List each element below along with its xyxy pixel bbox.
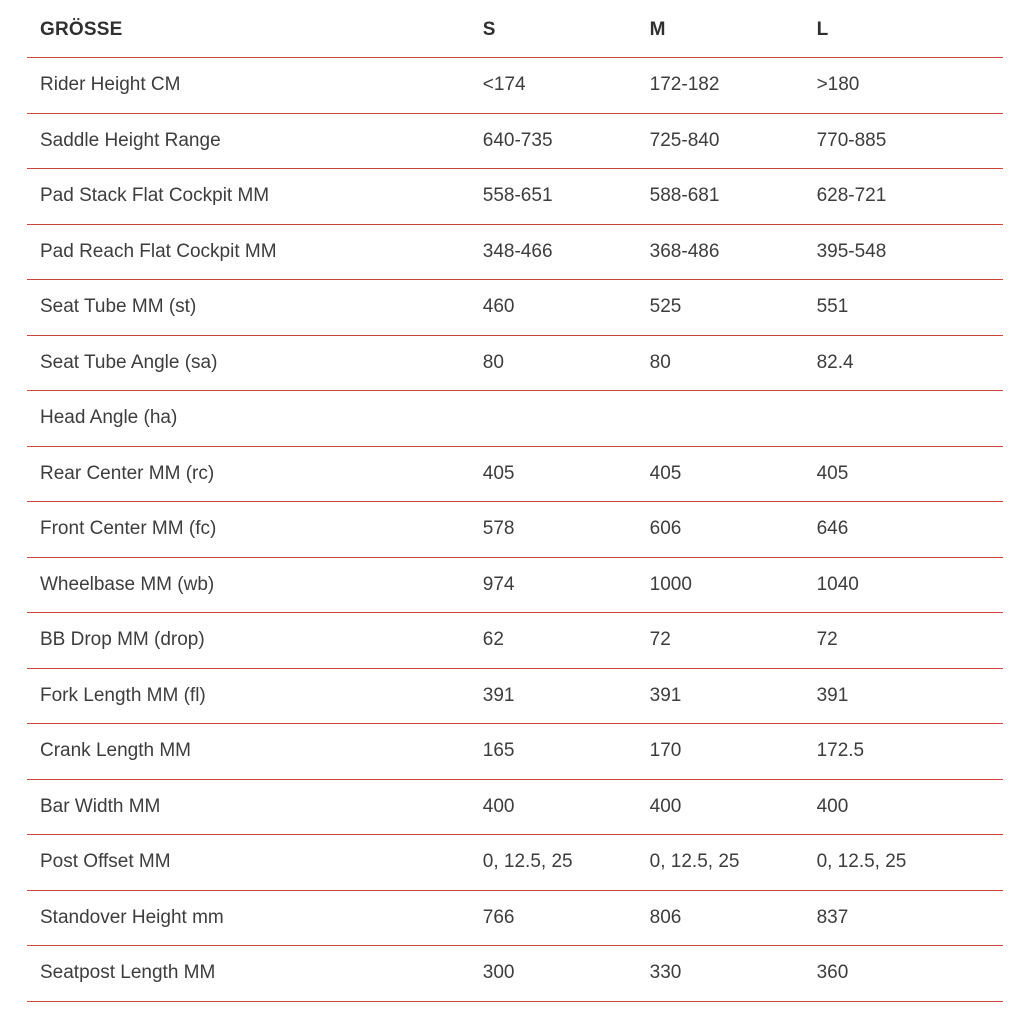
spec-value-l: 837 [817,890,1003,946]
spec-value-m: 391 [650,668,817,724]
spec-value-m: 588-681 [650,169,817,225]
spec-label: Seat Tube Angle (sa) [27,335,483,391]
table-row [27,280,1003,336]
header-size-label: GRÖSSE [27,2,483,58]
table-row [27,224,1003,280]
table-row [27,169,1003,225]
spec-value-l: 551 [817,280,1003,336]
table-row [27,446,1003,502]
spec-value-m: 368-486 [650,224,817,280]
spec-value-s: 165 [483,724,650,780]
spec-value-s: 348-466 [483,224,650,280]
header-col-m: M [650,2,817,58]
spec-value-l: 0, 12.5, 25 [817,835,1003,891]
spec-value-l: 395-548 [817,224,1003,280]
table-row [27,335,1003,391]
spec-value-m [650,391,817,447]
spec-value-l: 646 [817,502,1003,558]
header-col-l: L [817,2,1003,58]
spec-value-l: >180 [817,58,1003,114]
table-row [27,58,1003,114]
spec-value-m: 606 [650,502,817,558]
table-body [27,58,1003,1002]
table-row [27,890,1003,946]
table-header-row [27,2,1003,58]
spec-label: Crank Length MM [27,724,483,780]
spec-value-m: 330 [650,946,817,1002]
spec-value-l: 172.5 [817,724,1003,780]
spec-value-l: 770-885 [817,113,1003,169]
size-geometry-table [27,2,1003,1002]
spec-value-s: 640-735 [483,113,650,169]
spec-value-l: 1040 [817,557,1003,613]
spec-label: Pad Reach Flat Cockpit MM [27,224,483,280]
spec-value-m: 400 [650,779,817,835]
spec-label: Fork Length MM (fl) [27,668,483,724]
spec-value-l: 628-721 [817,169,1003,225]
spec-label: BB Drop MM (drop) [27,613,483,669]
spec-value-m: 0, 12.5, 25 [650,835,817,891]
spec-value-s: 80 [483,335,650,391]
spec-value-l [817,391,1003,447]
spec-value-l: 405 [817,446,1003,502]
spec-value-l: 400 [817,779,1003,835]
spec-label: Pad Stack Flat Cockpit MM [27,169,483,225]
table-row [27,668,1003,724]
spec-value-l: 391 [817,668,1003,724]
table-header [27,2,1003,58]
spec-value-m: 80 [650,335,817,391]
spec-label: Wheelbase MM (wb) [27,557,483,613]
table-row [27,835,1003,891]
table-row [27,113,1003,169]
spec-label: Post Offset MM [27,835,483,891]
spec-value-m: 525 [650,280,817,336]
spec-label: Seatpost Length MM [27,946,483,1002]
spec-value-l: 82.4 [817,335,1003,391]
spec-value-l: 360 [817,946,1003,1002]
header-col-s: S [483,2,650,58]
spec-label: Head Angle (ha) [27,391,483,447]
spec-value-s: 974 [483,557,650,613]
spec-label: Seat Tube MM (st) [27,280,483,336]
spec-value-m: 806 [650,890,817,946]
table-row [27,724,1003,780]
spec-value-s: 391 [483,668,650,724]
spec-value-s: 300 [483,946,650,1002]
spec-value-s: 400 [483,779,650,835]
spec-value-s [483,391,650,447]
spec-value-s: 558-651 [483,169,650,225]
table-row [27,502,1003,558]
spec-value-m: 405 [650,446,817,502]
table-row [27,779,1003,835]
table-row [27,946,1003,1002]
spec-value-l: 72 [817,613,1003,669]
spec-value-s: 578 [483,502,650,558]
table-row [27,391,1003,447]
spec-value-s: 62 [483,613,650,669]
spec-label: Rider Height CM [27,58,483,114]
spec-value-s: 766 [483,890,650,946]
spec-value-s: 0, 12.5, 25 [483,835,650,891]
spec-label: Front Center MM (fc) [27,502,483,558]
spec-value-m: 170 [650,724,817,780]
spec-value-m: 1000 [650,557,817,613]
table-row [27,557,1003,613]
spec-label: Standover Height mm [27,890,483,946]
spec-value-m: 725-840 [650,113,817,169]
spec-value-s: <174 [483,58,650,114]
table-row [27,613,1003,669]
spec-value-s: 405 [483,446,650,502]
spec-label: Saddle Height Range [27,113,483,169]
spec-value-s: 460 [483,280,650,336]
spec-value-m: 72 [650,613,817,669]
spec-label: Bar Width MM [27,779,483,835]
spec-value-m: 172-182 [650,58,817,114]
spec-label: Rear Center MM (rc) [27,446,483,502]
